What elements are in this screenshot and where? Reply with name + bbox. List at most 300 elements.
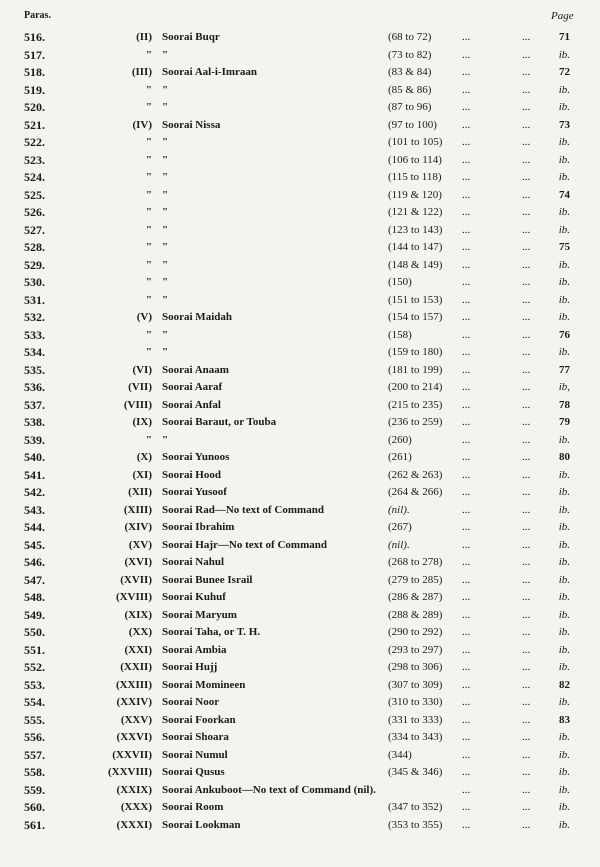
- chapter-roman: (IX): [132, 416, 152, 428]
- para-number: 538.: [24, 415, 45, 429]
- chapter-roman: (VI): [132, 363, 152, 376]
- leader-dots: ...: [462, 398, 471, 411]
- chapter-roman: (XI): [132, 468, 152, 481]
- leader-dots: ...: [462, 661, 471, 673]
- chapter-name: Soorai Yusoof: [162, 486, 227, 498]
- leader-dots: ...: [522, 486, 531, 498]
- chapter-roman: (XV): [128, 538, 152, 551]
- page-number: ib.: [558, 573, 570, 586]
- table-row: [0, 747, 600, 765]
- chapter-name: Soorai Ibrahim: [162, 521, 235, 533]
- table-row: [0, 309, 600, 327]
- chapter-roman: (XXVI): [116, 731, 152, 743]
- page-number: ib.: [558, 101, 570, 113]
- leader-dots: ...: [462, 626, 471, 638]
- leader-dots: ...: [462, 171, 471, 183]
- verse-range: (261): [388, 451, 412, 463]
- chapter-name: Soorai Yunoos: [162, 451, 230, 463]
- verse-range: (262 & 263): [388, 468, 443, 481]
- chapter-name: Soorai Bunee Israil: [162, 573, 253, 586]
- page-number: 73: [559, 118, 570, 131]
- chapter-name: ": [162, 48, 169, 61]
- page-number: 80: [559, 451, 570, 463]
- para-number: 529.: [24, 257, 45, 272]
- page-number: ib.: [558, 643, 570, 656]
- table-row: [0, 82, 600, 100]
- page-number: ib.: [558, 661, 570, 673]
- page-number: ib.: [558, 818, 570, 831]
- table-row: [0, 554, 600, 572]
- chapter-roman: (XXI): [124, 643, 152, 656]
- table-row: [0, 502, 600, 520]
- para-number: 534.: [24, 345, 45, 359]
- chapter-roman: (XVIII): [115, 591, 152, 603]
- leader-dots: ...: [522, 66, 531, 78]
- chapter-roman: ": [145, 206, 152, 218]
- verse-range: (279 to 285): [388, 573, 443, 586]
- verse-range: (nil).: [388, 503, 410, 516]
- table-row: [0, 292, 600, 310]
- page-number: ib.: [558, 538, 570, 551]
- verse-range: (200 to 214): [388, 381, 443, 393]
- chapter-name: Soorai Baraut, or Touba: [162, 416, 277, 428]
- page-number: ib.: [558, 206, 570, 218]
- para-number: 541.: [24, 467, 45, 482]
- verse-range: (159 to 180): [388, 346, 443, 358]
- chapter-name: ": [162, 188, 169, 201]
- leader-dots: ...: [462, 118, 471, 131]
- chapter-roman: (X): [136, 451, 152, 463]
- leader-dots: ...: [462, 416, 471, 428]
- page-number: ib.: [558, 83, 570, 96]
- para-number: 516.: [24, 30, 45, 44]
- page-number: ib.: [558, 48, 570, 61]
- para-number: 520.: [24, 100, 45, 114]
- para-number: 546.: [24, 555, 45, 569]
- leader-dots: ...: [462, 696, 471, 708]
- table-row: [0, 624, 600, 642]
- para-number: 561.: [24, 817, 45, 832]
- verse-range: (298 to 306): [388, 661, 443, 673]
- page-number: ib.: [558, 293, 570, 306]
- leader-dots: ...: [522, 538, 531, 551]
- table-row: [0, 397, 600, 415]
- chapter-name: ": [162, 293, 169, 306]
- para-number: 550.: [24, 625, 45, 639]
- chapter-roman: (V): [136, 311, 152, 323]
- leader-dots: ...: [462, 486, 471, 498]
- verse-range: (345 & 346): [388, 766, 443, 778]
- leader-dots: ...: [522, 783, 531, 796]
- leader-dots: ...: [462, 206, 471, 218]
- leader-dots: ...: [462, 31, 471, 43]
- page-number: ib.: [558, 153, 570, 166]
- chapter-name: Soorai Shoara: [162, 731, 229, 743]
- para-number: 536.: [24, 380, 45, 394]
- leader-dots: ...: [522, 713, 531, 726]
- leader-dots: ...: [522, 661, 531, 673]
- page-number: ib.: [558, 468, 570, 481]
- chapter-name: ": [162, 83, 169, 96]
- leader-dots: ...: [522, 136, 531, 148]
- chapter-name: ": [162, 136, 169, 148]
- leader-dots: ...: [522, 328, 531, 341]
- leader-dots: ...: [522, 223, 531, 236]
- leader-dots: ...: [462, 188, 471, 201]
- table-row: [0, 799, 600, 817]
- verse-range: (151 to 153): [388, 293, 443, 306]
- page-number: ib.: [558, 486, 570, 498]
- chapter-roman: (XXVII): [112, 748, 152, 761]
- para-number: 528.: [24, 240, 45, 254]
- chapter-roman: ": [145, 276, 152, 288]
- page-number: ib.: [558, 783, 570, 796]
- table-row: [0, 239, 600, 257]
- leader-dots: ...: [522, 591, 531, 603]
- verse-range: (158): [388, 328, 412, 341]
- leader-dots: ...: [462, 433, 471, 446]
- page-number: ib.: [558, 748, 570, 761]
- verse-range: (268 to 278): [388, 556, 443, 568]
- leader-dots: ...: [522, 766, 531, 778]
- chapter-roman: (II): [136, 31, 152, 43]
- chapter-name: Soorai Foorkan: [162, 713, 236, 726]
- page-number: 83: [559, 713, 570, 726]
- leader-dots: ...: [522, 241, 531, 253]
- table-row: [0, 47, 600, 65]
- verse-range: (106 to 114): [388, 153, 442, 166]
- chapter-roman: ": [145, 433, 152, 446]
- para-number: 542.: [24, 485, 45, 499]
- page-number: ib.: [558, 591, 570, 603]
- verse-range: (347 to 352): [388, 801, 443, 813]
- leader-dots: ...: [522, 643, 531, 656]
- table-row: [0, 607, 600, 625]
- page-number: 74: [559, 188, 570, 201]
- page-number: ib.: [558, 346, 570, 358]
- verse-range: (83 & 84): [388, 66, 432, 78]
- leader-dots: ...: [522, 48, 531, 61]
- chapter-roman: ": [145, 346, 152, 358]
- chapter-name: ": [162, 171, 169, 183]
- chapter-name: Soorai Noor: [162, 696, 220, 708]
- page-number: ib.: [558, 433, 570, 446]
- table-row: [0, 187, 600, 205]
- table-row: [0, 99, 600, 117]
- chapter-roman: (XXIX): [116, 783, 152, 796]
- table-row: [0, 572, 600, 590]
- chapter-roman: (III): [131, 66, 152, 78]
- chapter-name: Soorai Ambia: [162, 643, 227, 656]
- chapter-name: Soorai Anfal: [162, 398, 221, 411]
- para-number: 522.: [24, 135, 45, 149]
- leader-dots: ...: [522, 398, 531, 411]
- chapter-name: Soorai Anaam: [162, 363, 229, 376]
- verse-range: (123 to 143): [388, 223, 443, 236]
- table-row: [0, 152, 600, 170]
- leader-dots: ...: [462, 573, 471, 586]
- verse-range: (154 to 157): [388, 311, 443, 323]
- leader-dots: ...: [462, 241, 471, 253]
- verse-range: (144 to 147): [388, 241, 443, 253]
- page-number: ib.: [558, 223, 570, 236]
- para-number: 540.: [24, 450, 45, 464]
- para-number: 530.: [24, 275, 45, 289]
- page-number: ib.: [558, 556, 570, 568]
- para-number: 523.: [24, 152, 45, 167]
- verse-range: (97 to 100): [388, 118, 437, 131]
- chapter-roman: ": [145, 258, 152, 271]
- para-number: 558.: [24, 765, 45, 779]
- leader-dots: ...: [462, 451, 471, 463]
- leader-dots: ...: [522, 451, 531, 463]
- leader-dots: ...: [522, 573, 531, 586]
- verse-range: (334 to 343): [388, 731, 443, 743]
- leader-dots: ...: [462, 643, 471, 656]
- verse-range: (288 & 289): [388, 608, 443, 621]
- leader-dots: ...: [462, 766, 471, 778]
- leader-dots: ...: [462, 293, 471, 306]
- page-number: ib.: [558, 696, 570, 708]
- para-number: 537.: [24, 397, 45, 412]
- page-column-header: Page: [551, 10, 574, 22]
- chapter-name: ": [162, 346, 169, 358]
- page-number: ib.: [558, 503, 570, 516]
- verse-range: (nil).: [388, 538, 410, 551]
- chapter-roman: (VIII): [123, 398, 152, 411]
- verse-range: (73 to 82): [388, 48, 432, 61]
- page-number: ib.: [558, 276, 570, 288]
- para-number: 553.: [24, 677, 45, 692]
- chapter-name: ": [162, 276, 169, 288]
- chapter-roman: ": [145, 223, 152, 236]
- leader-dots: ...: [462, 468, 471, 481]
- para-number: 524.: [24, 170, 45, 184]
- page-number: ib.: [558, 801, 570, 813]
- leader-dots: ...: [522, 206, 531, 218]
- chapter-name: ": [162, 241, 169, 253]
- para-number: 552.: [24, 660, 45, 674]
- leader-dots: ...: [522, 731, 531, 743]
- leader-dots: ...: [522, 171, 531, 183]
- para-number: 518.: [24, 65, 45, 79]
- page-number: ib.: [558, 731, 570, 743]
- leader-dots: ...: [522, 346, 531, 358]
- chapter-name: Soorai Room: [162, 801, 224, 813]
- chapter-name: Soorai Maryum: [162, 608, 237, 621]
- table-row: [0, 414, 600, 432]
- page-number: 71: [559, 31, 570, 43]
- leader-dots: ...: [522, 556, 531, 568]
- leader-dots: ...: [462, 748, 471, 761]
- chapter-name: Soorai Hood: [162, 468, 221, 481]
- verse-range: (181 to 199): [388, 363, 443, 376]
- leader-dots: ...: [462, 713, 471, 726]
- para-number: 525.: [24, 187, 45, 202]
- leader-dots: ...: [522, 503, 531, 516]
- table-row: [0, 362, 600, 380]
- table-row: [0, 764, 600, 782]
- chapter-name: Soorai Buqr: [162, 31, 220, 43]
- verse-range: (148 & 149): [388, 258, 443, 271]
- chapter-roman: (XII): [128, 486, 152, 498]
- leader-dots: ...: [522, 293, 531, 306]
- leader-dots: ...: [522, 433, 531, 446]
- leader-dots: ...: [462, 48, 471, 61]
- table-row: [0, 257, 600, 275]
- leader-dots: ...: [462, 783, 471, 796]
- chapter-roman: ": [145, 328, 152, 341]
- verse-range: (344): [388, 748, 412, 761]
- para-number: 548.: [24, 590, 45, 604]
- para-number: 531.: [24, 292, 45, 307]
- leader-dots: ...: [522, 626, 531, 638]
- table-row: [0, 782, 600, 800]
- page-number: 79: [559, 416, 570, 428]
- chapter-name: Soorai Qusus: [162, 766, 225, 778]
- verse-range: (150): [388, 276, 412, 288]
- verse-range: (293 to 297): [388, 643, 443, 656]
- table-row: [0, 134, 600, 152]
- leader-dots: ...: [462, 608, 471, 621]
- chapter-roman: ": [145, 48, 152, 61]
- chapter-name: Soorai Ankuboot—No text of Command (nil).: [162, 783, 376, 796]
- table-row: [0, 712, 600, 730]
- leader-dots: ...: [462, 66, 471, 78]
- chapter-name: Soorai Rad—No text of Command: [162, 503, 324, 516]
- leader-dots: ...: [462, 363, 471, 376]
- chapter-roman: (XIII): [123, 503, 152, 516]
- para-number: 559.: [24, 782, 45, 797]
- leader-dots: ...: [462, 818, 471, 831]
- leader-dots: ...: [462, 101, 471, 113]
- chapter-roman: (XVI): [124, 556, 152, 568]
- table-row: [0, 117, 600, 135]
- table-row: [0, 64, 600, 82]
- leader-dots: ...: [462, 276, 471, 288]
- leader-dots: ...: [462, 678, 471, 691]
- leader-dots: ...: [522, 276, 531, 288]
- verse-range: (121 & 122): [388, 206, 443, 218]
- verse-range: (260): [388, 433, 412, 446]
- verse-range: (267): [388, 521, 412, 533]
- chapter-roman: (XXIV): [116, 696, 152, 708]
- chapter-name: ": [162, 328, 169, 341]
- leader-dots: ...: [522, 468, 531, 481]
- leader-dots: ...: [522, 381, 531, 393]
- chapter-roman: (XIV): [124, 521, 152, 533]
- page-number: ib.: [558, 258, 570, 271]
- leader-dots: ...: [522, 83, 531, 96]
- table-row: [0, 379, 600, 397]
- chapter-name: ": [162, 433, 169, 446]
- table-row: [0, 222, 600, 240]
- leader-dots: ...: [462, 223, 471, 236]
- para-number: 532.: [24, 310, 45, 324]
- para-number: 543.: [24, 502, 45, 517]
- chapter-roman: ": [145, 136, 152, 148]
- chapter-roman: (XVII): [120, 573, 152, 586]
- leader-dots: ...: [462, 503, 471, 516]
- para-number: 517.: [24, 47, 45, 62]
- chapter-name: Soorai Hajr—No text of Command: [162, 538, 327, 551]
- table-row: [0, 677, 600, 695]
- leader-dots: ...: [462, 328, 471, 341]
- verse-range: (115 to 118): [388, 171, 442, 183]
- table-row: [0, 327, 600, 345]
- leader-dots: ...: [462, 801, 471, 813]
- table-row: [0, 467, 600, 485]
- page-number: ib.: [558, 136, 570, 148]
- page-number: 76: [559, 328, 570, 341]
- leader-dots: ...: [522, 818, 531, 831]
- chapter-name: Soorai Kuhuf: [162, 591, 226, 603]
- para-number: 533.: [24, 327, 45, 342]
- chapter-name: Soorai Numul: [162, 748, 228, 761]
- chapter-roman: (XXII): [120, 661, 152, 673]
- leader-dots: ...: [462, 346, 471, 358]
- table-row: [0, 274, 600, 292]
- table-row: [0, 694, 600, 712]
- table-row: [0, 204, 600, 222]
- leader-dots: ...: [462, 153, 471, 166]
- chapter-roman: (XXIII): [115, 678, 152, 691]
- chapter-roman: (XIX): [124, 608, 152, 621]
- page-number: ib.: [558, 626, 570, 638]
- chapter-name: Soorai Nissa: [162, 118, 221, 131]
- para-number: 539.: [24, 432, 45, 447]
- chapter-name: ": [162, 153, 169, 166]
- leader-dots: ...: [522, 101, 531, 113]
- table-row: [0, 729, 600, 747]
- verse-range: (286 & 287): [388, 591, 443, 603]
- leader-dots: ...: [522, 118, 531, 131]
- leader-dots: ...: [522, 31, 531, 43]
- verse-range: (101 to 105): [388, 136, 443, 148]
- verse-range: (119 & 120): [388, 188, 442, 201]
- leader-dots: ...: [522, 696, 531, 708]
- leader-dots: ...: [462, 258, 471, 271]
- chapter-roman: (VII): [128, 381, 152, 393]
- chapter-roman: (IV): [132, 118, 152, 131]
- chapter-name: Soorai Aal-i-Imraan: [162, 66, 258, 78]
- chapter-name: Soorai Taha, or T. H.: [162, 626, 261, 638]
- chapter-name: ": [162, 258, 169, 271]
- chapter-roman: ": [145, 188, 152, 201]
- leader-dots: ...: [462, 731, 471, 743]
- leader-dots: ...: [522, 416, 531, 428]
- chapter-name: Soorai Aaraf: [162, 381, 223, 393]
- chapter-name: Soorai Maidah: [162, 311, 232, 323]
- leader-dots: ...: [462, 556, 471, 568]
- para-number: 554.: [24, 695, 45, 709]
- leader-dots: ...: [522, 678, 531, 691]
- para-number: 544.: [24, 520, 45, 534]
- table-row: [0, 519, 600, 537]
- page-number: 77: [559, 363, 570, 376]
- chapter-name: Soorai Nahul: [162, 556, 225, 568]
- verse-range: (264 & 266): [388, 486, 443, 498]
- para-number: 521.: [24, 117, 45, 132]
- para-number: 527.: [24, 222, 45, 237]
- verse-range: (307 to 309): [388, 678, 443, 691]
- leader-dots: ...: [522, 153, 531, 166]
- leader-dots: ...: [522, 521, 531, 533]
- table-row: [0, 449, 600, 467]
- leader-dots: ...: [522, 311, 531, 323]
- leader-dots: ...: [462, 136, 471, 148]
- leader-dots: ...: [462, 311, 471, 323]
